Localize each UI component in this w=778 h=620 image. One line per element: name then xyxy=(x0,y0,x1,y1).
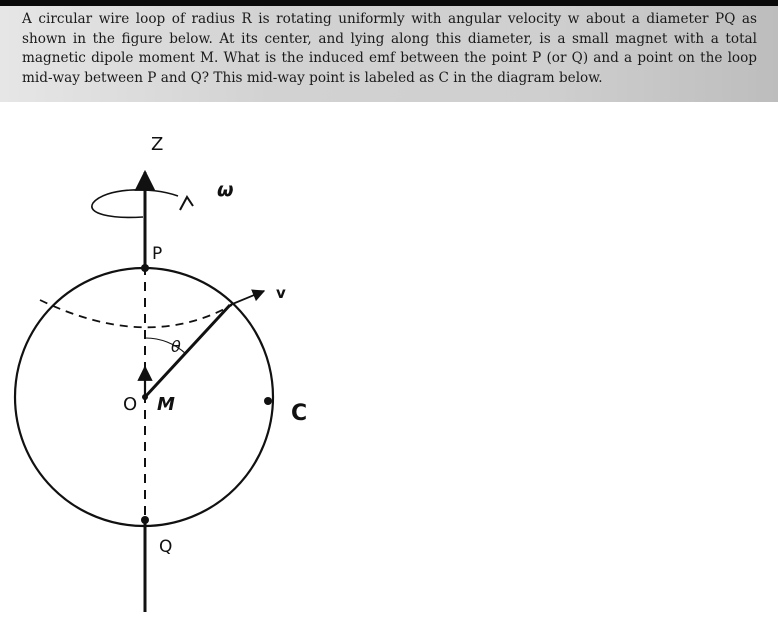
question-text: A circular wire loop of radius R is rotating uniformly with angular velocity w about a diameter PQ as shown in the figure below. At its center, and lying along this diameter, is a small magnet with a total magnetic dipole moment M. What is the induced emf between the point P (or Q) and a point on the loop mid-way between P and Q? This mid-way point is labeled as C in the diagram below. xyxy=(22,11,757,86)
origin-label: O xyxy=(123,394,138,415)
point-o-dot xyxy=(142,394,148,400)
point-q-dot xyxy=(141,516,149,524)
radius-line xyxy=(145,305,230,397)
rotation-arrowhead xyxy=(180,197,193,210)
z-axis-label: Z xyxy=(151,134,164,155)
velocity-label: v xyxy=(276,284,286,302)
point-p-dot xyxy=(141,264,149,272)
point-q-label: Q xyxy=(159,537,173,557)
point-c-label: C xyxy=(291,401,308,426)
point-p-label: P xyxy=(152,244,163,264)
point-c-dot xyxy=(264,397,272,405)
theta-label: θ xyxy=(171,337,181,356)
magnet-label: M xyxy=(157,394,175,415)
latitude-arc xyxy=(40,300,232,327)
velocity-arrow xyxy=(230,291,264,305)
rotation-arrow xyxy=(92,190,178,218)
omega-label: ω xyxy=(217,179,234,201)
